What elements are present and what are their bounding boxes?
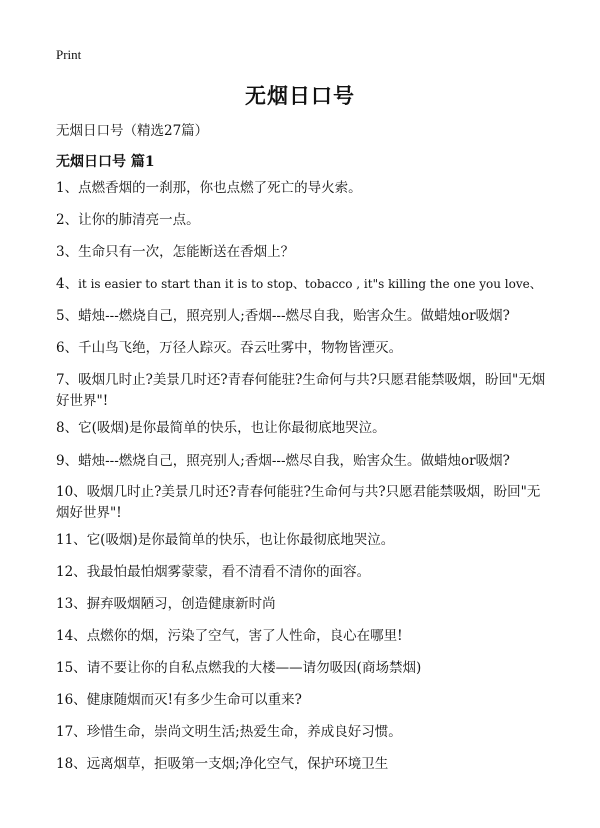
item-number: 9、 <box>56 453 79 469</box>
list-item <box>56 242 546 263</box>
section-heading: 无烟日口号 篇1 <box>56 154 155 170</box>
page-title: 无烟日口号 <box>245 84 355 108</box>
print-label: Print <box>56 47 82 62</box>
item-number: 10、 <box>56 484 87 500</box>
item-number: 1、 <box>56 180 79 196</box>
item-text: 我最怕最怕烟雾蒙蒙，看不清看不清你的面容。 <box>86 564 371 580</box>
item-number: 7、 <box>56 372 79 388</box>
list-item <box>56 418 546 439</box>
item-text: it is easier to start than it is to stop、tobacco , it"s killing the one you love、 <box>78 277 542 291</box>
list-item <box>56 690 546 711</box>
item-text: 它(吸烟)是你最简单的快乐，也让你最彻底地哭泣。 <box>86 532 395 548</box>
item-number: 6、 <box>56 340 79 356</box>
item-text: 生命只有一次，怎能断送在香烟上？ <box>78 244 295 260</box>
list-item <box>56 530 546 551</box>
item-number: 11、 <box>56 532 87 548</box>
list-item <box>56 338 546 359</box>
item-number: 17、 <box>56 724 87 740</box>
item-number: 8、 <box>56 420 79 436</box>
list-item <box>56 626 546 647</box>
list-item <box>56 594 546 615</box>
item-text: 它(吸烟)是你最简单的快乐，也让你最彻底地哭泣。 <box>78 420 386 436</box>
item-text: 吸烟几时止?美景几时还?青春何能驻?生命何与共?只愿君能禁吸烟，盼回"无烟好世界"! <box>56 484 541 521</box>
list-item <box>56 562 546 583</box>
item-number: 16、 <box>56 692 87 708</box>
item-number: 3、 <box>56 244 79 260</box>
item-text: 珍惜生命，崇尚文明生活;热爱生命，养成良好习惯。 <box>86 724 402 740</box>
list-item <box>56 658 546 679</box>
item-number: 4、 <box>56 276 79 292</box>
list-item <box>56 274 546 295</box>
item-number: 15、 <box>56 660 87 676</box>
item-text: 远离烟草，拒吸第一支烟;净化空气，保护环境卫生 <box>86 756 389 772</box>
list-item <box>56 178 546 199</box>
item-text: 点燃你的烟，污染了空气，害了人性命，良心在哪里! <box>86 628 403 644</box>
item-text: 千山鸟飞绝，万径人踪灭。吞云吐雾中，物物皆湮灭。 <box>78 340 403 356</box>
item-text: 蜡烛---燃烧自己，照亮别人;香烟---燃尽自我，贻害众生。做蜡烛or吸烟? <box>78 453 510 469</box>
list-item <box>56 306 546 327</box>
item-text: 蜡烛---燃烧自己，照亮别人;香烟---燃尽自我，贻害众生。做蜡烛or吸烟? <box>78 308 510 324</box>
item-number: 5、 <box>56 308 79 324</box>
item-text: 健康随烟而灭!有多少生命可以重来? <box>86 692 302 708</box>
list-item <box>56 210 546 231</box>
item-number: 2、 <box>56 212 79 228</box>
item-number: 14、 <box>56 628 87 644</box>
item-text: 让你的肺清亮一点。 <box>78 212 200 228</box>
item-number: 18、 <box>56 756 87 772</box>
list-item <box>56 451 546 472</box>
list-item <box>56 370 546 412</box>
item-number: 12、 <box>56 564 87 580</box>
list-item <box>56 722 546 743</box>
item-text: 吸烟几时止?美景几时还?青春何能驻?生命何与共?只愿君能禁吸烟，盼回"无烟好世界"! <box>56 372 546 409</box>
item-number: 13、 <box>56 596 87 612</box>
item-text: 摒弃吸烟陋习，创造健康新时尚 <box>86 596 276 612</box>
item-text: 请不要让你的自私点燃我的大楼——请勿吸因(商场禁烟) <box>86 660 422 676</box>
list-item <box>56 482 546 524</box>
item-text: 点燃香烟的一刹那，你也点燃了死亡的导火索。 <box>78 180 362 196</box>
list-item <box>56 754 546 775</box>
document-subtitle: 无烟日口号（精选27篇） <box>56 123 209 139</box>
